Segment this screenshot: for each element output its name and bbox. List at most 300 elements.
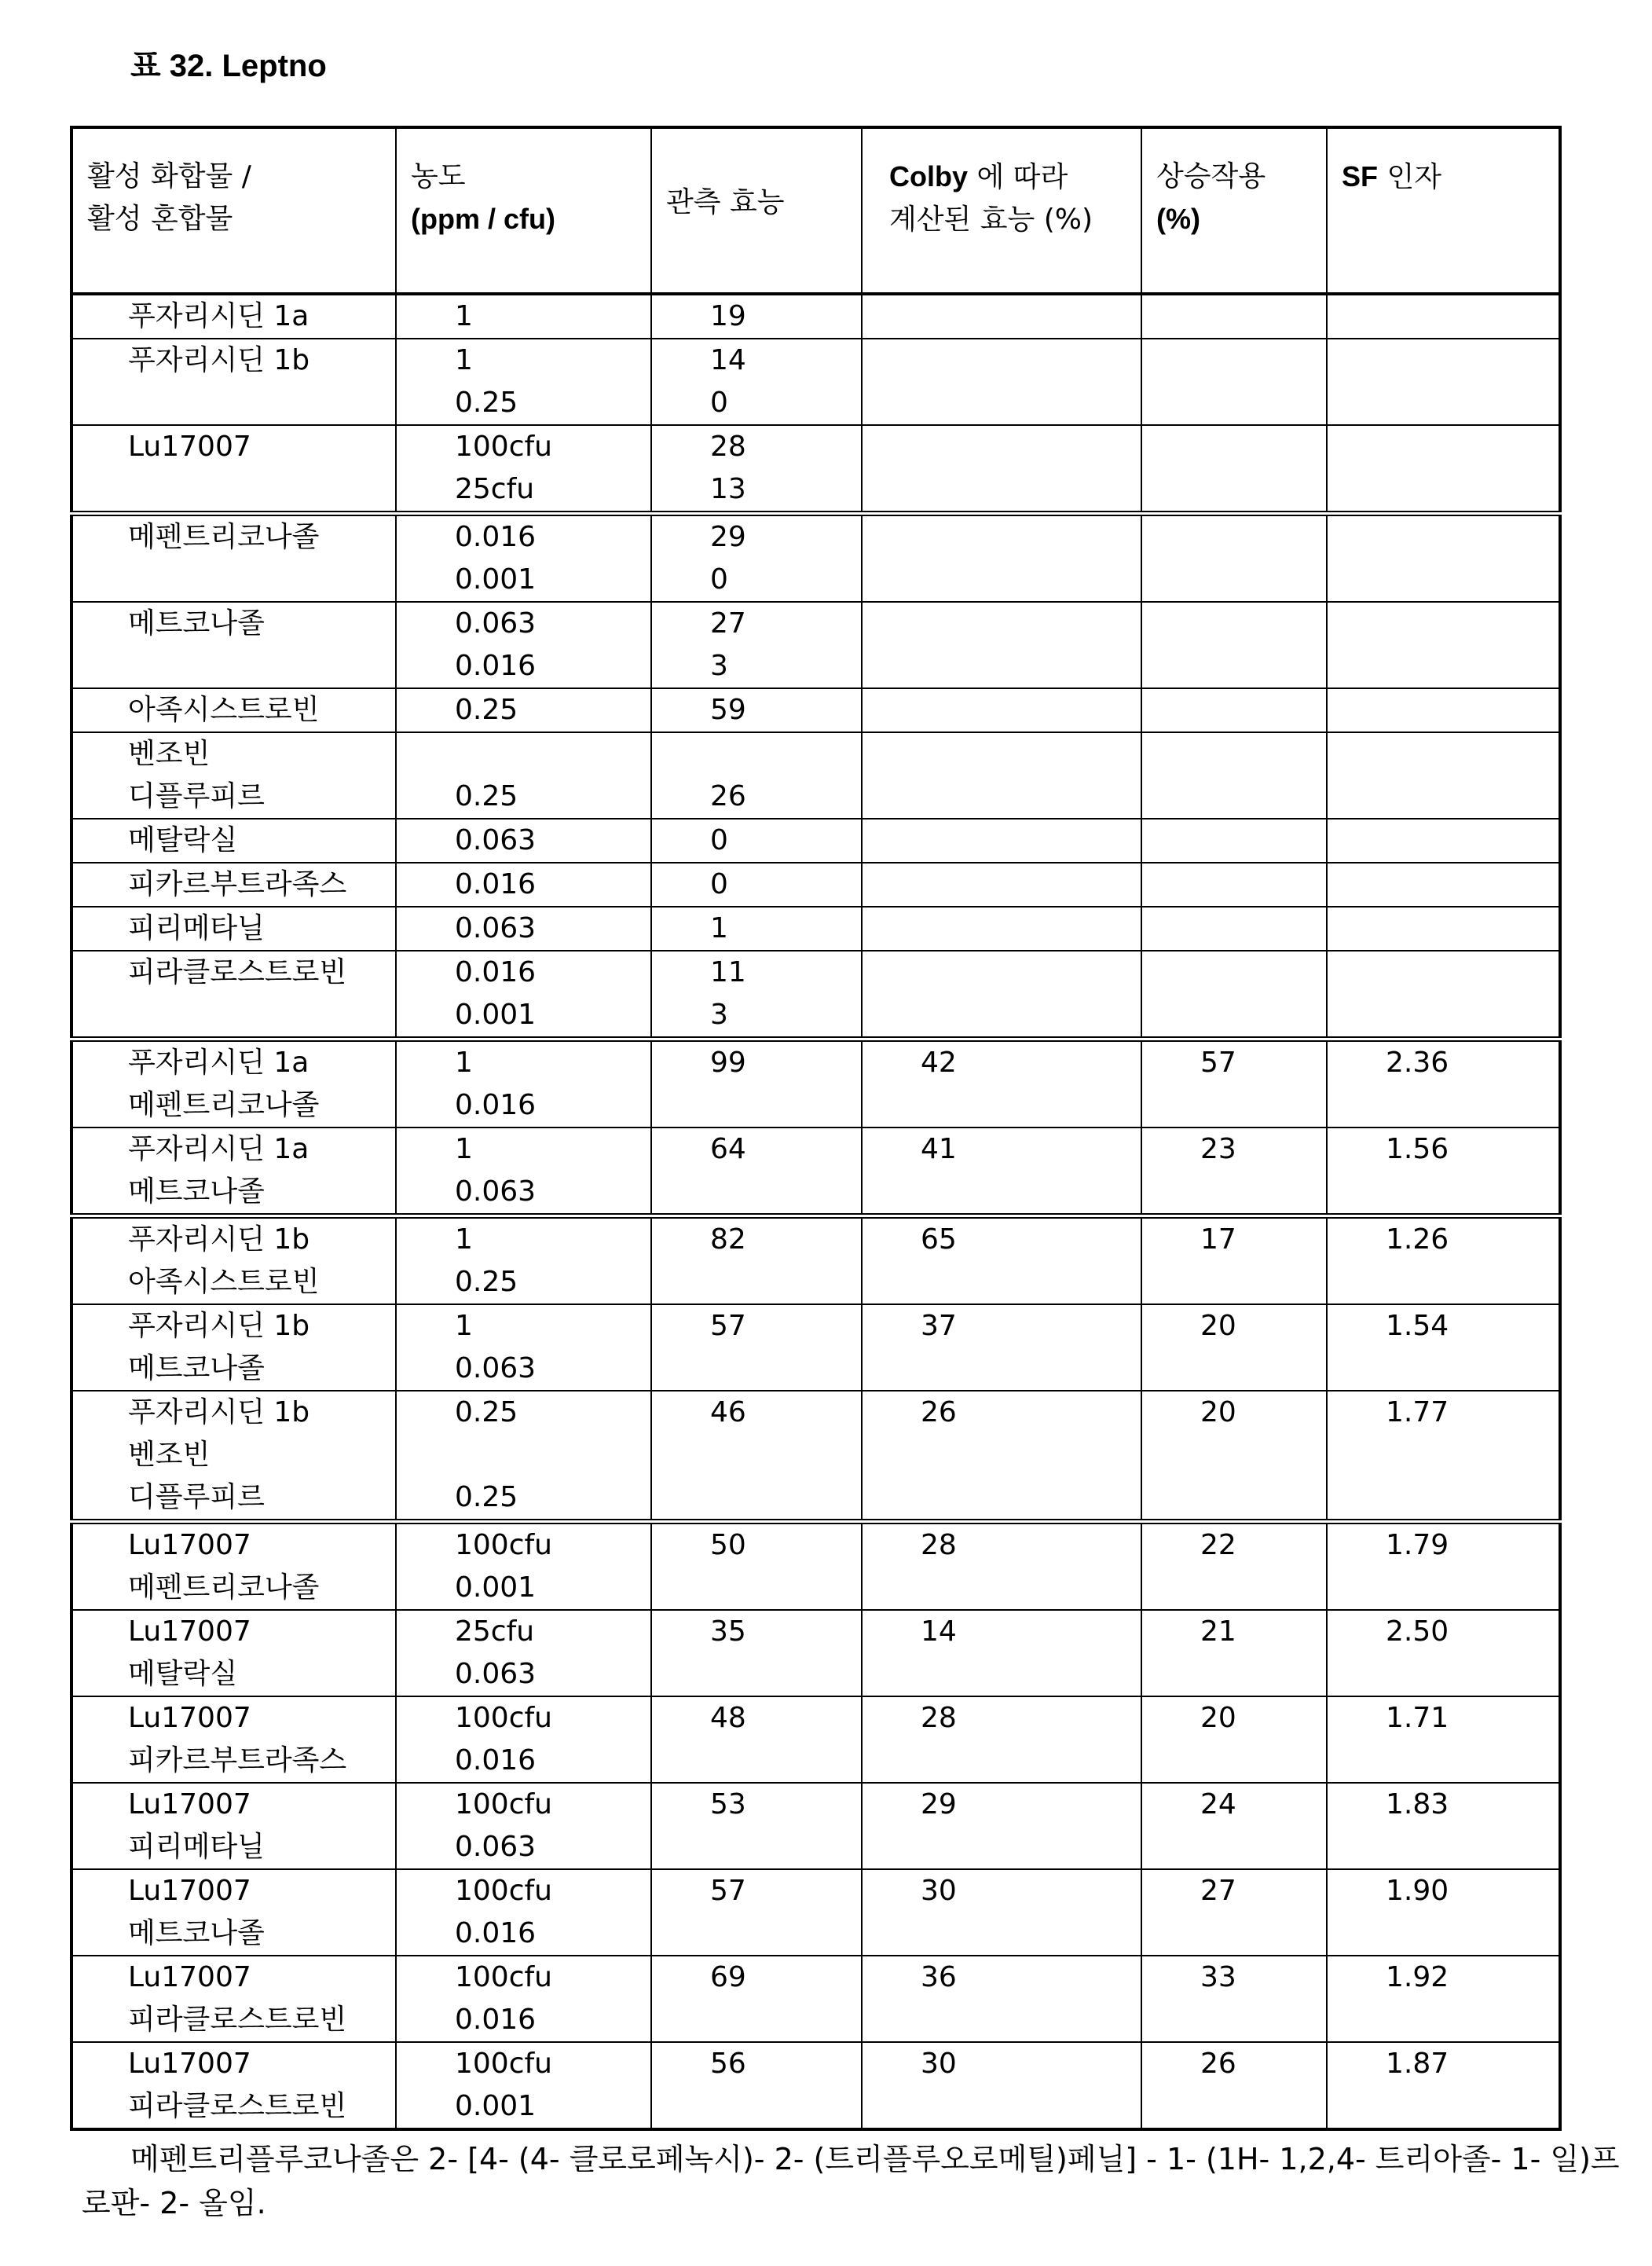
- cell-observed-line: 19: [710, 295, 861, 338]
- cell-compound-line: 피리메타닐: [128, 908, 395, 950]
- cell-colby-line: 26: [921, 1392, 1141, 1434]
- cell-synergy: [1141, 1610, 1327, 1696]
- cell-synergy: [1141, 602, 1327, 688]
- cell-concentration-line: 0.063: [455, 1826, 650, 1868]
- cell-observed-line: 48: [710, 1697, 861, 1740]
- cell-observed: [651, 1391, 862, 1522]
- table-body: [71, 294, 1560, 2129]
- cell-concentration-line: 0.25: [455, 382, 650, 424]
- cell-compound-line: 피카르부트라족스: [128, 864, 395, 906]
- table-row: [71, 1304, 1560, 1391]
- table-row: [71, 602, 1560, 688]
- cell-concentration-line: 25cfu: [455, 1611, 650, 1653]
- cell-sf-factor: [1327, 1956, 1560, 2042]
- cell-concentration-line: 0.063: [455, 1171, 650, 1213]
- cell-compound-line: 디플루피르: [128, 1476, 395, 1519]
- cell-colby: [862, 951, 1141, 1040]
- cell-colby-line: 65: [921, 1219, 1141, 1261]
- header-colby: [862, 127, 1141, 294]
- cell-synergy: [1141, 2042, 1327, 2129]
- cell-sf-factor: [1327, 1128, 1560, 1216]
- cell-colby: [862, 1956, 1141, 2042]
- cell-colby: [862, 907, 1141, 951]
- cell-colby: [862, 1610, 1141, 1696]
- footnote: 메펜트리플루코나졸은 2- [4- (4- 클로로페녹시)- 2- (트리플루오로메틸)페닐] - 1- (1H- 1,2,4- 트리아졸- 1- 일)프로판- 2- 올임.: [82, 2137, 1621, 2225]
- cell-colby-line: 30: [921, 1870, 1141, 1912]
- cell-observed: [651, 1696, 862, 1783]
- cell-colby: [862, 1869, 1141, 1956]
- cell-concentration: [396, 2042, 651, 2129]
- cell-colby: [862, 1783, 1141, 1869]
- cell-concentration-line: 0.063: [455, 1348, 650, 1390]
- cell-compound: [71, 951, 396, 1040]
- cell-compound-line: 메탈락실: [128, 1653, 395, 1696]
- cell-compound: [71, 1522, 396, 1611]
- cell-sf-factor: [1327, 1304, 1560, 1391]
- cell-observed-line: 28: [710, 426, 861, 468]
- cell-concentration-line: 0.016: [455, 952, 650, 994]
- cell-compound: [71, 688, 396, 732]
- cell-synergy: [1141, 1216, 1327, 1305]
- table-row: [71, 819, 1560, 863]
- cell-synergy: [1141, 907, 1327, 951]
- cell-observed-line: 0: [710, 820, 861, 862]
- cell-colby: [862, 514, 1141, 603]
- cell-colby: [862, 732, 1141, 819]
- cell-synergy: [1141, 732, 1327, 819]
- header-synergy-line2: (%): [1156, 203, 1200, 235]
- cell-colby-line: 29: [921, 1784, 1141, 1826]
- cell-sf-factor: [1327, 907, 1560, 951]
- cell-observed-line: 53: [710, 1784, 861, 1826]
- cell-compound-line: Lu17007: [128, 1870, 395, 1912]
- cell-synergy-line: 20: [1200, 1392, 1326, 1434]
- cell-observed: [651, 2042, 862, 2129]
- cell-sf-factor-line: 1.83: [1386, 1784, 1559, 1826]
- header-observed-label: 관측 효능: [666, 186, 785, 218]
- cell-sf-factor-line: 1.92: [1386, 1956, 1559, 1999]
- content-flow: [70, 126, 1559, 2225]
- header-row: [71, 127, 1560, 294]
- cell-sf-factor: [1327, 1522, 1560, 1611]
- cell-observed-line: [710, 733, 861, 776]
- cell-compound: [71, 339, 396, 425]
- cell-compound-line: 푸자리시딘 1b: [128, 1305, 395, 1348]
- cell-synergy-line: 26: [1200, 2043, 1326, 2085]
- cell-sf-factor: [1327, 339, 1560, 425]
- header-sf-rest: 인자: [1378, 161, 1441, 193]
- cell-observed: [651, 602, 862, 688]
- cell-concentration: [396, 907, 651, 951]
- header-colby-rest: 에 따라: [968, 161, 1068, 193]
- cell-concentration-line: 100cfu: [455, 1870, 650, 1912]
- cell-sf-factor: [1327, 1696, 1560, 1783]
- cell-concentration-line: 100cfu: [455, 1956, 650, 1999]
- cell-colby: [862, 1040, 1141, 1128]
- cell-colby: [862, 2042, 1141, 2129]
- cell-sf-factor: [1327, 1610, 1560, 1696]
- cell-concentration: [396, 514, 651, 603]
- cell-concentration-line: 0.25: [455, 776, 650, 818]
- cell-concentration-line: 100cfu: [455, 1784, 650, 1826]
- cell-synergy-line: 20: [1200, 1697, 1326, 1740]
- cell-concentration-line: 0.001: [455, 2085, 650, 2128]
- cell-concentration-line: 0.016: [455, 1084, 650, 1127]
- cell-concentration: [396, 425, 651, 514]
- cell-concentration-line: 0.001: [455, 559, 650, 601]
- cell-sf-factor-line: 2.36: [1386, 1042, 1559, 1084]
- cell-observed-line: 0: [710, 864, 861, 906]
- cell-synergy: [1141, 339, 1327, 425]
- cell-sf-factor-line: 1.79: [1386, 1524, 1559, 1567]
- cell-compound-line: 푸자리시딘 1a: [128, 295, 395, 338]
- cell-concentration-line: [455, 1434, 650, 1476]
- cell-synergy: [1141, 1128, 1327, 1216]
- cell-concentration: [396, 819, 651, 863]
- cell-colby-line: 14: [921, 1611, 1141, 1653]
- cell-compound-line: Lu17007: [128, 1697, 395, 1740]
- cell-sf-factor: [1327, 688, 1560, 732]
- cell-compound-line: 메트코나졸: [128, 1912, 395, 1955]
- cell-concentration-line: 1: [455, 1128, 650, 1171]
- header-compound-line1: 활성 화합물 /: [87, 160, 251, 192]
- cell-observed: [651, 819, 862, 863]
- cell-concentration: [396, 1869, 651, 1956]
- cell-colby: [862, 688, 1141, 732]
- cell-sf-factor-line: 1.71: [1386, 1697, 1559, 1740]
- cell-observed-line: 50: [710, 1524, 861, 1567]
- cell-concentration: [396, 339, 651, 425]
- cell-sf-factor: [1327, 2042, 1560, 2129]
- cell-compound: [71, 1696, 396, 1783]
- cell-concentration-line: 1: [455, 295, 650, 338]
- cell-observed-line: 26: [710, 776, 861, 818]
- cell-observed-line: 27: [710, 603, 861, 645]
- cell-colby-line: 28: [921, 1524, 1141, 1567]
- cell-synergy: [1141, 1522, 1327, 1611]
- cell-compound-line: 푸자리시딘 1b: [128, 1219, 395, 1261]
- cell-compound-line: 벤조빈: [128, 1434, 395, 1476]
- cell-sf-factor: [1327, 1391, 1560, 1522]
- cell-observed-line: 3: [710, 994, 861, 1036]
- cell-observed: [651, 863, 862, 907]
- cell-compound-line: 피카르부트라족스: [128, 1740, 395, 1782]
- cell-concentration-line: 0.016: [455, 645, 650, 688]
- cell-compound-line: 디플루피르: [128, 776, 395, 818]
- cell-concentration: [396, 1040, 651, 1128]
- cell-synergy-line: 21: [1200, 1611, 1326, 1653]
- cell-concentration-line: 0.016: [455, 1740, 650, 1782]
- cell-compound-line: 푸자리시딘 1a: [128, 1128, 395, 1171]
- cell-observed: [651, 951, 862, 1040]
- cell-colby-line: 37: [921, 1305, 1141, 1348]
- cell-observed-line: 13: [710, 468, 861, 511]
- cell-observed-line: 14: [710, 339, 861, 382]
- cell-concentration-line: 0.016: [455, 1999, 650, 2041]
- cell-compound: [71, 1610, 396, 1696]
- cell-concentration: [396, 1696, 651, 1783]
- cell-observed: [651, 1304, 862, 1391]
- cell-observed-line: 64: [710, 1128, 861, 1171]
- cell-synergy: [1141, 1391, 1327, 1522]
- cell-compound-line: 아족시스트로빈: [128, 689, 395, 732]
- cell-concentration-line: 100cfu: [455, 1524, 650, 1567]
- cell-compound-line: 메펜트리코나졸: [128, 1567, 395, 1609]
- cell-sf-factor: [1327, 1783, 1560, 1869]
- cell-observed-line: 56: [710, 2043, 861, 2085]
- cell-compound-line: 아족시스트로빈: [128, 1261, 395, 1304]
- cell-concentration-line: 0.016: [455, 516, 650, 559]
- cell-compound: [71, 602, 396, 688]
- table-row: [71, 1956, 1560, 2042]
- cell-sf-factor: [1327, 602, 1560, 688]
- cell-colby: [862, 425, 1141, 514]
- cell-sf-factor: [1327, 1216, 1560, 1305]
- cell-concentration: [396, 1522, 651, 1611]
- cell-observed: [651, 1216, 862, 1305]
- cell-compound: [71, 1216, 396, 1305]
- cell-observed-line: 3: [710, 645, 861, 688]
- cell-observed: [651, 688, 862, 732]
- cell-compound: [71, 863, 396, 907]
- cell-concentration: [396, 951, 651, 1040]
- cell-compound: [71, 1391, 396, 1522]
- cell-synergy: [1141, 1783, 1327, 1869]
- cell-sf-factor: [1327, 951, 1560, 1040]
- cell-observed: [651, 1869, 862, 1956]
- table-row: [71, 1128, 1560, 1216]
- cell-compound-line: 피라클로스트로빈: [128, 952, 395, 994]
- cell-observed: [651, 1610, 862, 1696]
- table-row: [71, 339, 1560, 425]
- cell-observed-line: 35: [710, 1611, 861, 1653]
- cell-observed-line: 82: [710, 1219, 861, 1261]
- cell-compound: [71, 1869, 396, 1956]
- cell-synergy: [1141, 1696, 1327, 1783]
- cell-compound-line: Lu17007: [128, 2043, 395, 2085]
- table-row: [71, 688, 1560, 732]
- cell-concentration-line: 100cfu: [455, 426, 650, 468]
- cell-synergy-line: 22: [1200, 1524, 1326, 1567]
- cell-colby: [862, 1696, 1141, 1783]
- cell-concentration: [396, 732, 651, 819]
- cell-observed: [651, 907, 862, 951]
- cell-compound: [71, 1040, 396, 1128]
- header-conc-line2: (ppm / cfu): [411, 203, 555, 235]
- cell-sf-factor-line: 1.77: [1386, 1392, 1559, 1434]
- cell-concentration-line: 0.001: [455, 1567, 650, 1609]
- header-sf: [1327, 127, 1560, 294]
- cell-colby: [862, 602, 1141, 688]
- cell-observed-line: 57: [710, 1305, 861, 1348]
- cell-sf-factor: [1327, 819, 1560, 863]
- cell-compound: [71, 2042, 396, 2129]
- table-row: [71, 514, 1560, 603]
- cell-concentration: [396, 1391, 651, 1522]
- cell-observed: [651, 1783, 862, 1869]
- cell-observed: [651, 1522, 862, 1611]
- cell-compound: [71, 819, 396, 863]
- cell-synergy-line: 23: [1200, 1128, 1326, 1171]
- cell-compound: [71, 1304, 396, 1391]
- cell-sf-factor: [1327, 425, 1560, 514]
- cell-concentration-line: 0.25: [455, 689, 650, 732]
- cell-sf-factor-line: 1.54: [1386, 1305, 1559, 1348]
- cell-synergy: [1141, 425, 1327, 514]
- cell-colby: [862, 1522, 1141, 1611]
- cell-compound: [71, 732, 396, 819]
- table-row: [71, 732, 1560, 819]
- cell-compound: [71, 1128, 396, 1216]
- cell-concentration-line: 0.063: [455, 908, 650, 950]
- cell-sf-factor-line: 1.26: [1386, 1219, 1559, 1261]
- cell-observed: [651, 339, 862, 425]
- cell-synergy: [1141, 1040, 1327, 1128]
- cell-sf-factor: [1327, 514, 1560, 603]
- cell-sf-factor: [1327, 732, 1560, 819]
- cell-compound: [71, 1783, 396, 1869]
- cell-compound-line: Lu17007: [128, 1524, 395, 1567]
- header-conc-line1: 농도: [411, 160, 466, 192]
- cell-synergy-line: 57: [1200, 1042, 1326, 1084]
- results-table: [70, 126, 1562, 2131]
- cell-observed: [651, 732, 862, 819]
- cell-concentration-line: 25cfu: [455, 468, 650, 511]
- table-row: [71, 1040, 1560, 1128]
- cell-concentration-line: [455, 733, 650, 776]
- cell-synergy: [1141, 819, 1327, 863]
- cell-concentration-line: 0.25: [455, 1476, 650, 1519]
- cell-compound: [71, 907, 396, 951]
- cell-observed-line: 11: [710, 952, 861, 994]
- cell-concentration: [396, 602, 651, 688]
- cell-concentration-line: 0.063: [455, 603, 650, 645]
- cell-synergy-line: 24: [1200, 1784, 1326, 1826]
- table-row: [71, 1783, 1560, 1869]
- cell-colby: [862, 339, 1141, 425]
- cell-colby-line: 30: [921, 2043, 1141, 2085]
- cell-concentration-line: 0.063: [455, 1653, 650, 1696]
- header-concentration: [396, 127, 651, 294]
- cell-concentration: [396, 1610, 651, 1696]
- cell-concentration: [396, 294, 651, 339]
- cell-compound-line: Lu17007: [128, 426, 395, 468]
- cell-compound: [71, 514, 396, 603]
- cell-concentration-line: 1: [455, 1042, 650, 1084]
- cell-sf-factor-line: 1.87: [1386, 2043, 1559, 2085]
- cell-compound-line: 피라클로스트로빈: [128, 2085, 395, 2128]
- cell-observed: [651, 425, 862, 514]
- cell-synergy: [1141, 294, 1327, 339]
- table-row: [71, 1610, 1560, 1696]
- cell-colby: [862, 1304, 1141, 1391]
- cell-observed-line: 46: [710, 1392, 861, 1434]
- cell-synergy: [1141, 1956, 1327, 2042]
- cell-concentration: [396, 1304, 651, 1391]
- cell-colby: [862, 1391, 1141, 1522]
- cell-observed: [651, 514, 862, 603]
- cell-compound-line: 메트코나졸: [128, 603, 395, 645]
- header-synergy: [1141, 127, 1327, 294]
- cell-compound-line: 피리메타닐: [128, 1826, 395, 1868]
- cell-compound: [71, 425, 396, 514]
- cell-synergy: [1141, 951, 1327, 1040]
- table-row: [71, 951, 1560, 1040]
- cell-concentration: [396, 863, 651, 907]
- cell-observed-line: 99: [710, 1042, 861, 1084]
- cell-observed: [651, 1128, 862, 1216]
- cell-synergy-line: 33: [1200, 1956, 1326, 1999]
- cell-colby: [862, 1128, 1141, 1216]
- cell-concentration-line: 0.25: [455, 1392, 650, 1434]
- cell-observed-line: 1: [710, 908, 861, 950]
- cell-concentration-line: 0.016: [455, 864, 650, 906]
- header-compound: [71, 127, 396, 294]
- table-row: [71, 1696, 1560, 1783]
- header-observed: [651, 127, 862, 294]
- cell-sf-factor-line: 2.50: [1386, 1611, 1559, 1653]
- cell-concentration-line: 1: [455, 1219, 650, 1261]
- cell-synergy: [1141, 863, 1327, 907]
- table-row: [71, 1522, 1560, 1611]
- cell-compound-line: 푸자리시딘 1a: [128, 1042, 395, 1084]
- header-sf-bold: SF: [1342, 160, 1378, 192]
- cell-compound-line: Lu17007: [128, 1611, 395, 1653]
- cell-observed: [651, 1956, 862, 2042]
- cell-observed-line: 69: [710, 1956, 861, 1999]
- cell-observed-line: 29: [710, 516, 861, 559]
- cell-compound: [71, 1956, 396, 2042]
- cell-concentration: [396, 1128, 651, 1216]
- cell-sf-factor-line: 1.56: [1386, 1128, 1559, 1171]
- cell-concentration-line: 0.016: [455, 1912, 650, 1955]
- cell-concentration-line: 100cfu: [455, 1697, 650, 1740]
- cell-compound-line: 푸자리시딘 1b: [128, 339, 395, 382]
- cell-synergy: [1141, 688, 1327, 732]
- cell-concentration-line: 100cfu: [455, 2043, 650, 2085]
- cell-observed-line: 0: [710, 559, 861, 601]
- cell-colby: [862, 819, 1141, 863]
- cell-concentration: [396, 1216, 651, 1305]
- cell-observed: [651, 1040, 862, 1128]
- cell-compound-line: 벤조빈: [128, 733, 395, 776]
- cell-sf-factor: [1327, 1869, 1560, 1956]
- cell-concentration: [396, 1783, 651, 1869]
- cell-compound: [71, 294, 396, 339]
- header-colby-line2: 계산된 효능 (%): [889, 204, 1093, 236]
- cell-compound-line: 메트코나졸: [128, 1348, 395, 1390]
- cell-observed-line: 57: [710, 1870, 861, 1912]
- cell-synergy-line: 20: [1200, 1305, 1326, 1348]
- table-row: [71, 1869, 1560, 1956]
- cell-sf-factor-line: 1.90: [1386, 1870, 1559, 1912]
- header-synergy-line1: 상승작용: [1156, 160, 1266, 192]
- cell-concentration-line: 1: [455, 1305, 650, 1348]
- table-row: [71, 2042, 1560, 2129]
- cell-observed-line: 0: [710, 382, 861, 424]
- cell-compound-line: 메트코나졸: [128, 1171, 395, 1213]
- cell-concentration-line: 0.063: [455, 820, 650, 862]
- cell-concentration: [396, 1956, 651, 2042]
- cell-compound-line: 피라클로스트로빈: [128, 1999, 395, 2041]
- cell-colby-line: 41: [921, 1128, 1141, 1171]
- cell-compound-line: 메펜트리코나졸: [128, 1084, 395, 1127]
- cell-sf-factor: [1327, 294, 1560, 339]
- table-row: [71, 907, 1560, 951]
- cell-colby-line: 42: [921, 1042, 1141, 1084]
- table-row: [71, 1216, 1560, 1305]
- header-colby-bold: Colby: [889, 160, 968, 192]
